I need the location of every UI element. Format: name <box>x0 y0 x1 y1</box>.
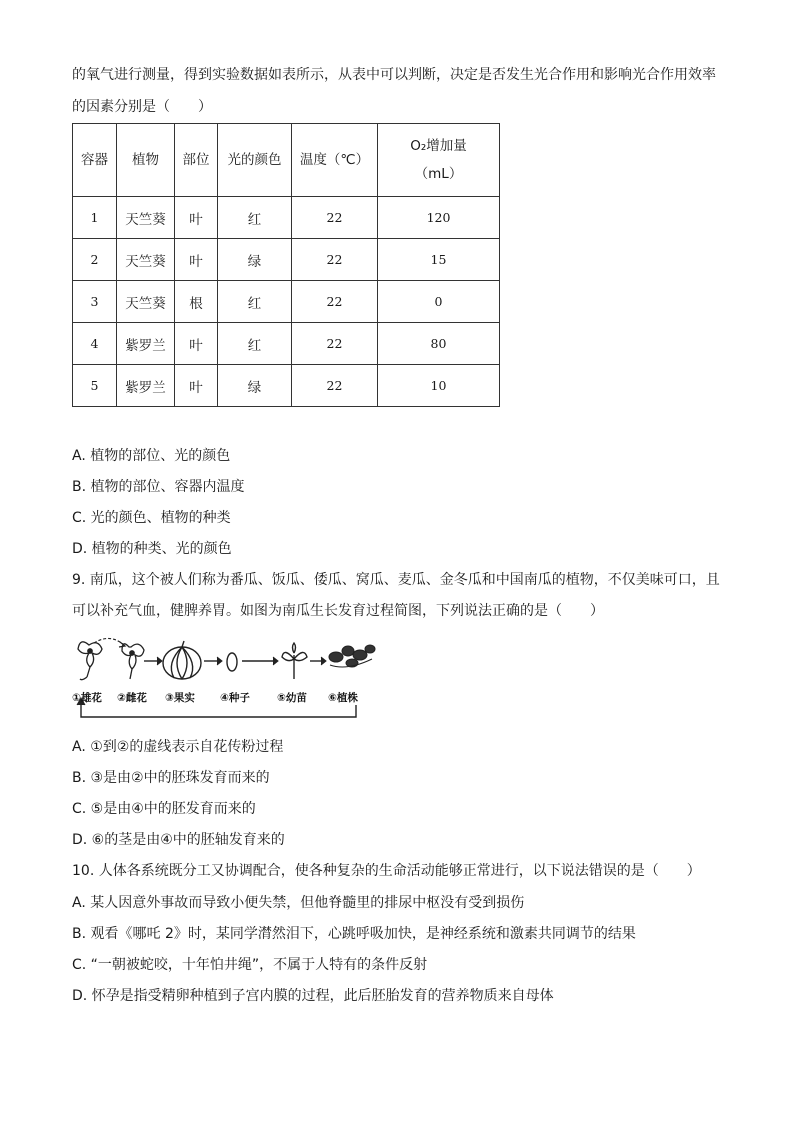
cell-container: 5 <box>73 365 117 407</box>
cell-light-color: 绿 <box>218 365 292 407</box>
cell-part: 根 <box>175 281 218 323</box>
cell-part: 叶 <box>175 365 218 407</box>
experiment-table <box>72 123 500 407</box>
table-header-row <box>73 124 500 197</box>
q8-option-b: B. 植物的部位、容器内温度 <box>72 479 245 495</box>
female-flower-icon <box>122 644 144 679</box>
label-mature-plant: ⑥植株 <box>328 692 358 704</box>
male-flower-icon <box>78 642 102 680</box>
cell-o2: 80 <box>378 323 500 365</box>
cell-container: 4 <box>73 323 117 365</box>
label-fruit: ③果实 <box>165 692 195 704</box>
q9-option-b: B. ③是由②中的胚珠发育而来的 <box>72 770 270 786</box>
q10-option-c: C. “一朝被蛇咬，十年怕井绳”，不属于人特有的条件反射 <box>72 957 428 973</box>
q10-option-a: A. 某人因意外事故而导致小便失禁，但他脊髓里的排尿中枢没有受到损伤 <box>72 895 525 911</box>
q8-stem-line1: 的氧气进行测量，得到实验数据如表所示，从表中可以判断，决定是否发生光合作用和影响光合作用效率 <box>72 67 716 83</box>
cell-o2: 120 <box>378 197 500 239</box>
cell-o2: 10 <box>378 365 500 407</box>
cell-o2: 0 <box>378 281 500 323</box>
cell-temperature: 22 <box>292 281 378 323</box>
cell-plant: 天竺葵 <box>117 239 175 281</box>
table-row <box>73 197 500 239</box>
cell-plant: 紫罗兰 <box>117 323 175 365</box>
cell-temperature: 22 <box>292 365 378 407</box>
label-male-flower: ①雄花 <box>72 692 102 704</box>
seedling-icon <box>282 643 307 679</box>
label-seedling: ⑤幼苗 <box>277 692 307 704</box>
q9-stem-line2: 可以补充气血，健脾养胃。如图为南瓜生长发育过程简图，下列说法正确的是（ ） <box>72 603 604 619</box>
header-temperature: 温度（℃） <box>292 124 378 197</box>
cell-o2: 15 <box>378 239 500 281</box>
table-row <box>73 281 500 323</box>
cell-temperature: 22 <box>292 323 378 365</box>
q10-option-b: B. 观看《哪吒 2》时，某同学潸然泪下，心跳呼吸加快，是神经系统和激素共同调节的结果 <box>72 926 636 942</box>
cell-light-color: 红 <box>218 323 292 365</box>
q9-option-a: A. ①到②的虚线表示自花传粉过程 <box>72 739 284 755</box>
q8-option-c: C. 光的颜色、植物的种类 <box>72 510 231 526</box>
header-plant: 植物 <box>117 124 175 197</box>
q8-option-a: A. 植物的部位、光的颜色 <box>72 448 231 464</box>
table-row <box>73 365 500 407</box>
q8-stem-line2: 的因素分别是（ ） <box>72 99 212 115</box>
cell-part: 叶 <box>175 323 218 365</box>
q8-option-d: D. 植物的种类、光的颜色 <box>72 541 232 557</box>
cell-plant: 天竺葵 <box>117 197 175 239</box>
cell-container: 3 <box>73 281 117 323</box>
label-seed: ④种子 <box>220 692 250 704</box>
q9-stem-line1: 9. 南瓜，这个被人们称为番瓜、饭瓜、倭瓜、窝瓜、麦瓜、金冬瓜和中国南瓜的植物，不仅美味可口，且 <box>72 572 720 588</box>
header-o2-increase <box>378 124 500 197</box>
cell-plant: 天竺葵 <box>117 281 175 323</box>
q9-option-d: D. ⑥的茎是由④中的胚轴发育来的 <box>72 832 285 848</box>
header-o2-unit: （mL） <box>414 166 463 182</box>
cell-light-color: 红 <box>218 281 292 323</box>
header-o2-label: O₂增加量 <box>410 138 467 154</box>
seed-icon <box>227 653 237 671</box>
mature-plant-icon <box>329 645 375 667</box>
cell-part: 叶 <box>175 239 218 281</box>
header-part: 部位 <box>175 124 218 197</box>
cell-temperature: 22 <box>292 239 378 281</box>
q9-option-c: C. ⑤是由④中的胚发育而来的 <box>72 801 256 817</box>
header-light-color: 光的颜色 <box>218 124 292 197</box>
q10-stem: 10. 人体各系统既分工又协调配合，使各种复杂的生命活动能够正常进行，以下说法错误的是（ ） <box>72 863 701 879</box>
cell-light-color: 绿 <box>218 239 292 281</box>
cell-light-color: 红 <box>218 197 292 239</box>
cell-plant: 紫罗兰 <box>117 365 175 407</box>
table-row <box>73 323 500 365</box>
cell-container: 1 <box>73 197 117 239</box>
cell-container: 2 <box>73 239 117 281</box>
pumpkin-fruit-icon <box>163 641 201 679</box>
label-female-flower: ②雌花 <box>117 692 147 704</box>
pumpkin-lifecycle-diagram <box>72 635 378 725</box>
header-container: 容器 <box>73 124 117 197</box>
cell-part: 叶 <box>175 197 218 239</box>
table-row <box>73 239 500 281</box>
cell-temperature: 22 <box>292 197 378 239</box>
q10-option-d: D. 怀孕是指受精卵种植到子宫内膜的过程，此后胚胎发育的营养物质来自母体 <box>72 988 554 1004</box>
